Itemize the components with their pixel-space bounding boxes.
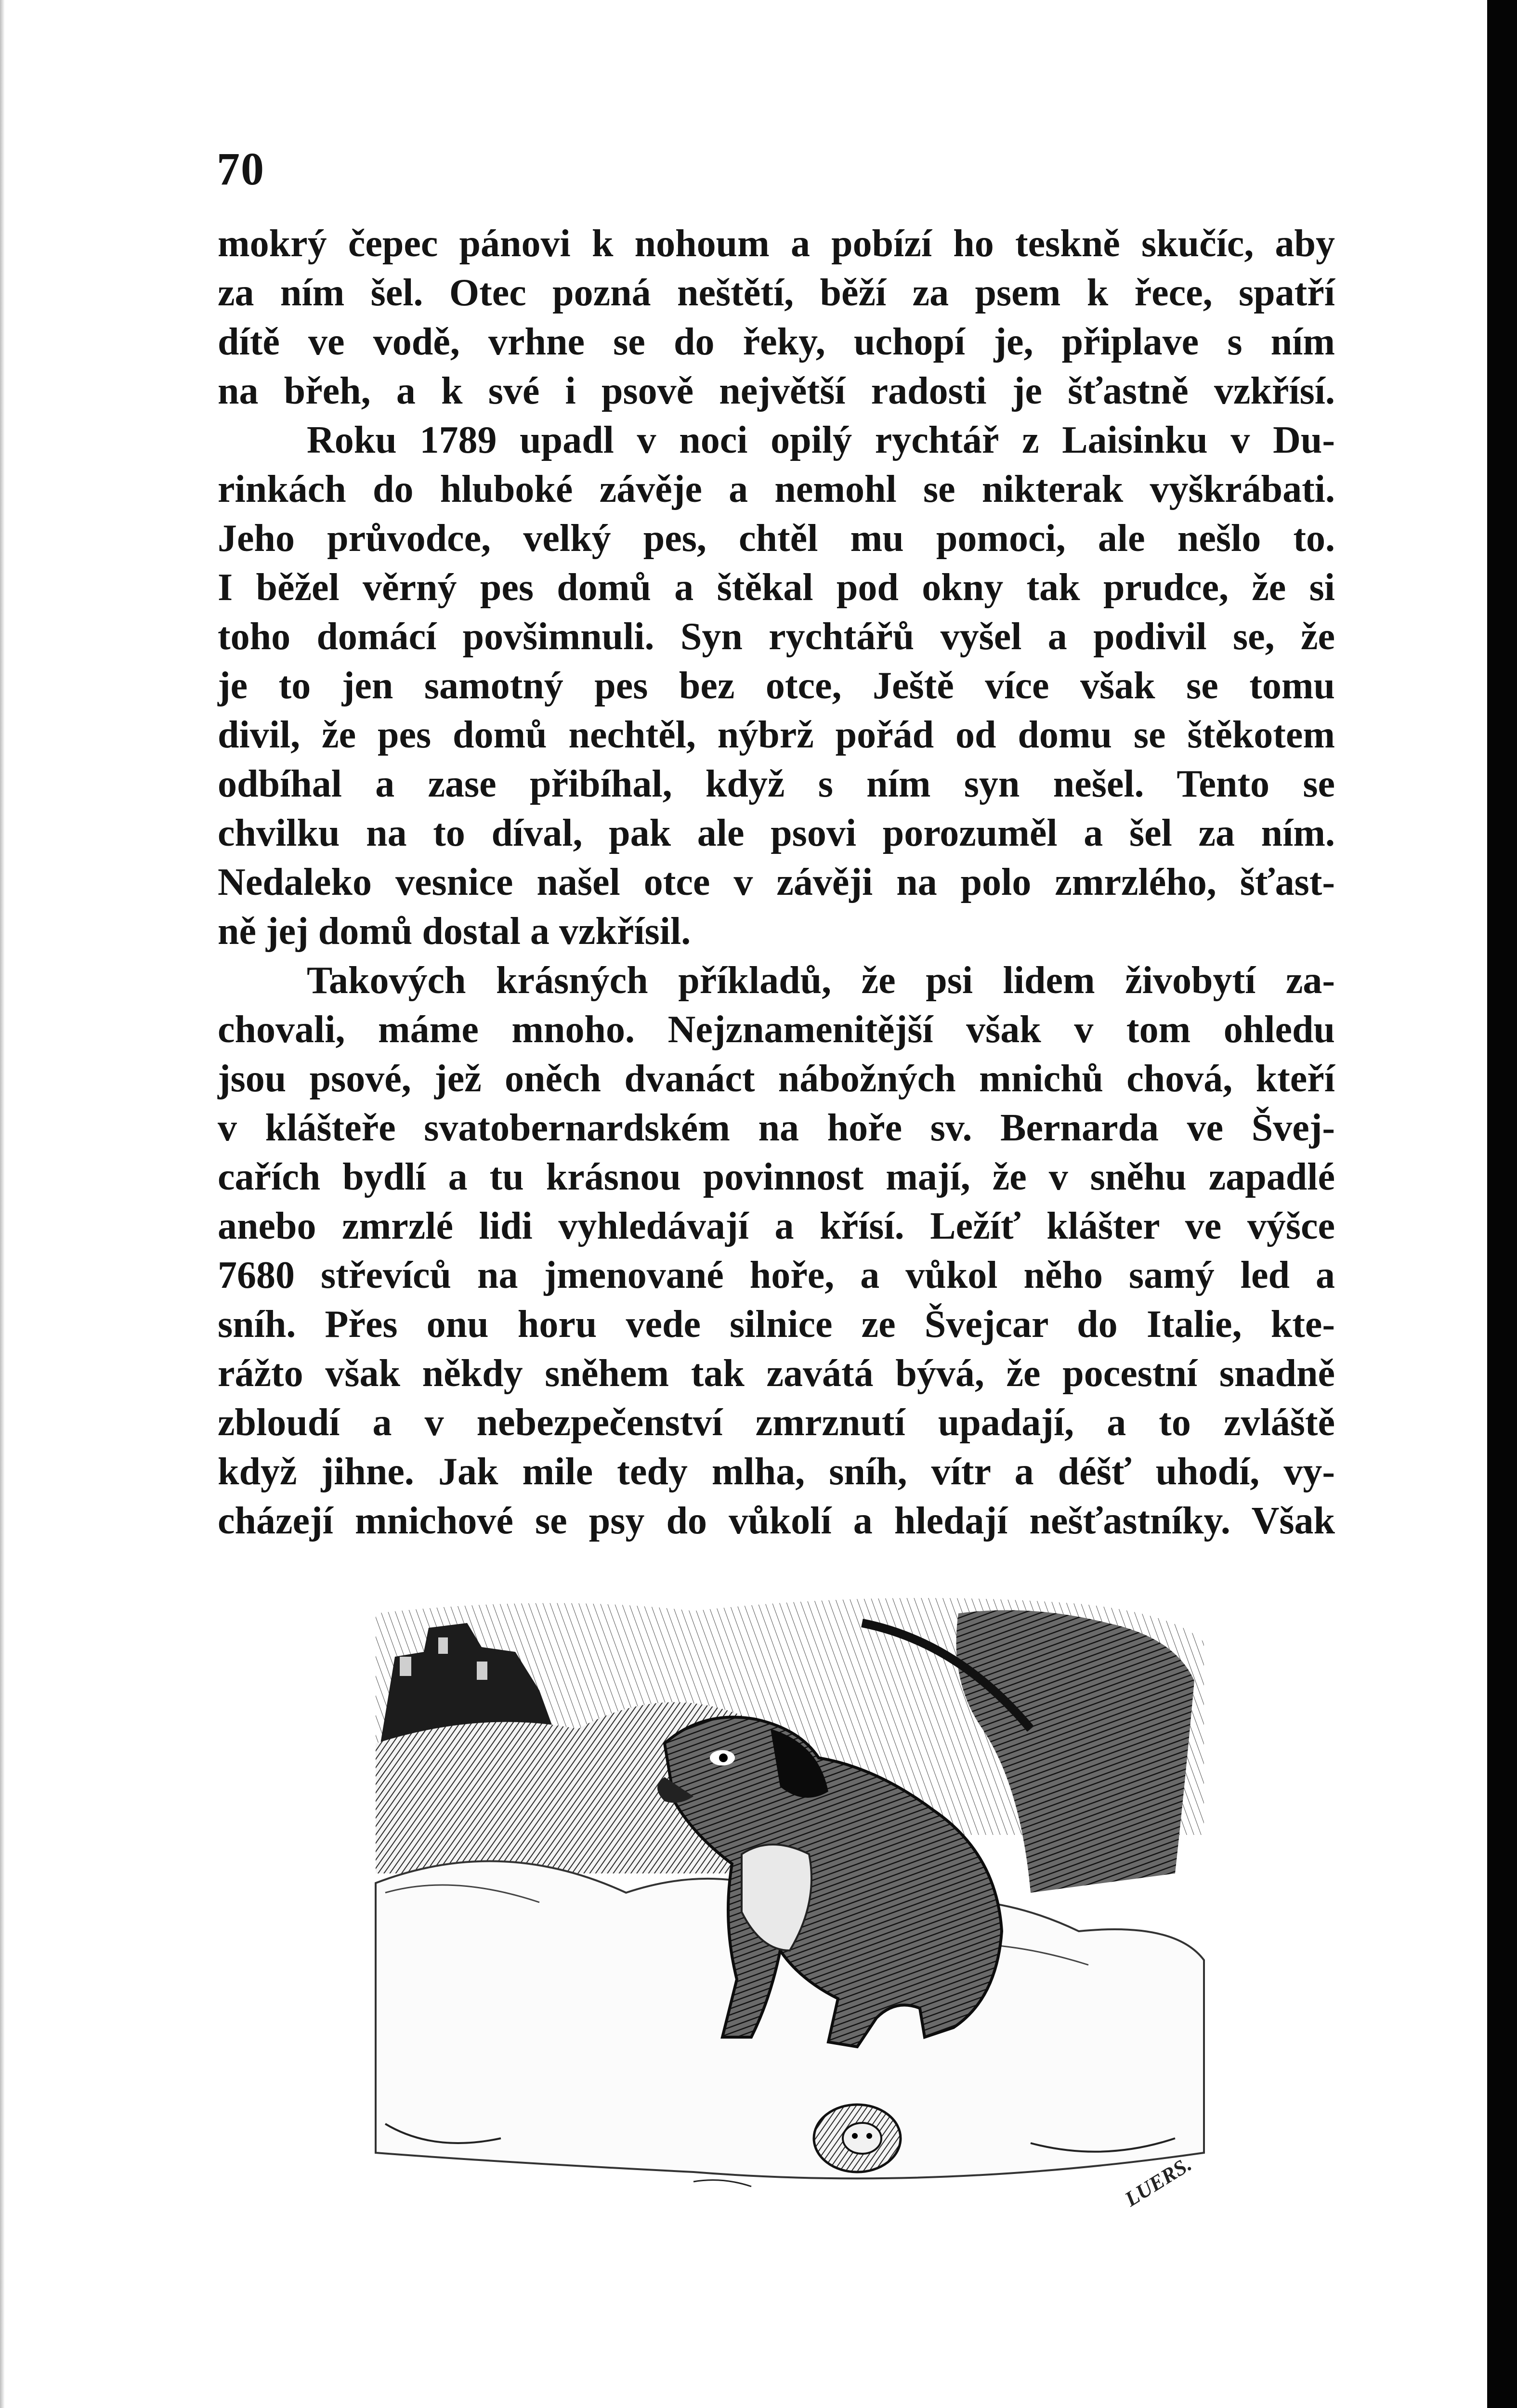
text-line: zbloudí a v nebezpečenství zmrznutí upadají, a to zvláště xyxy=(218,1401,1335,1444)
text-line: divil, že pes domů nechtěl, nýbrž pořád od domu se štěkotem xyxy=(218,714,1335,756)
text-line: rážto však někdy sněhem tak zavátá bývá, že pocestní snadně xyxy=(218,1352,1335,1395)
text-line: anebo zmrzlé lidi vyhledávají a křísí. Ležíť klášter ve výšce xyxy=(218,1205,1335,1247)
text-line: na břeh, a k své i psově největší radosti je šťastně vzkřísí. xyxy=(218,370,1335,412)
text-line: chovali, máme mnoho. Nejznamenitější však v tom ohledu xyxy=(218,1008,1335,1051)
text-line: Takových krásných příkladů, že psi lidem živobytí za- xyxy=(307,959,1335,1002)
text-line: v klášteře svatobernardském na hoře sv. Bernarda ve Švej- xyxy=(218,1107,1335,1149)
buried-person-icon xyxy=(814,2105,901,2172)
text-line: Roku 1789 upadl v noci opilý rychtář z Laisinku v Du- xyxy=(307,419,1335,461)
text-line: odbíhal a zase přibíhal, když s ním syn nešel. Tento se xyxy=(218,763,1335,805)
text-line: rinkách do hluboké závěje a nemohl se nikterak vyškrábati. xyxy=(218,468,1335,510)
text-line: cařích bydlí a tu krásnou povinnost mají, že v sněhu zapadlé xyxy=(218,1156,1335,1198)
text-line: I běžel věrný pes domů a štěkal pod okny tak prudce, že si xyxy=(218,566,1335,609)
text-line: za ním šel. Otec pozná neštětí, běží za psem k řece, spatří xyxy=(218,272,1335,314)
text-line: chvilku na to díval, pak ale psovi porozuměl a šel za ním. xyxy=(218,812,1335,854)
text-line: jsou psové, jež oněch dvanáct nábožných mnichů chová, kteří xyxy=(218,1058,1335,1100)
text-line: Jeho průvodce, velký pes, chtěl mu pomoci, ale nešlo to. xyxy=(218,517,1335,560)
scan-border-right xyxy=(1487,0,1517,2408)
text-line: cházejí mnichové se psy do vůkolí a hledají nešťastníky. Však xyxy=(218,1500,1335,1542)
text-line: 7680 střevíců na jmenované hoře, a vůkol něho samý led a xyxy=(218,1254,1335,1296)
page-left-shadow xyxy=(0,0,5,2408)
body-text xyxy=(218,219,1335,1545)
text-line: ně jej domů dostal a vzkřísil. xyxy=(218,910,691,953)
st-bernard-engraving xyxy=(356,1584,1218,2225)
text-line: sníh. Přes onu horu vede silnice ze Švejcar do Italie, kte- xyxy=(218,1303,1335,1346)
page-number: 70 xyxy=(217,143,265,195)
text-line: je to jen samotný pes bez otce, Ještě více však se tomu xyxy=(218,665,1335,707)
engraving-drawing xyxy=(356,1584,1218,2225)
text-line: když jihne. Jak mile tedy mlha, sníh, vítr a déšť uhodí, vy- xyxy=(218,1451,1335,1493)
text-line: Nedaleko vesnice našel otce v závěji na polo zmrzlého, šťast- xyxy=(218,861,1335,903)
text-line: toho domácí povšimnuli. Syn rychtářů vyšel a podivil se, že xyxy=(218,615,1335,658)
engraver-signature: LUERS. xyxy=(1121,2152,1196,2212)
text-line: mokrý čepec pánovi k nohoum a pobízí ho teskně skučíc, aby xyxy=(218,222,1335,265)
text-line: dítě ve vodě, vrhne se do řeky, uchopí je, připlave s ním xyxy=(218,321,1335,363)
